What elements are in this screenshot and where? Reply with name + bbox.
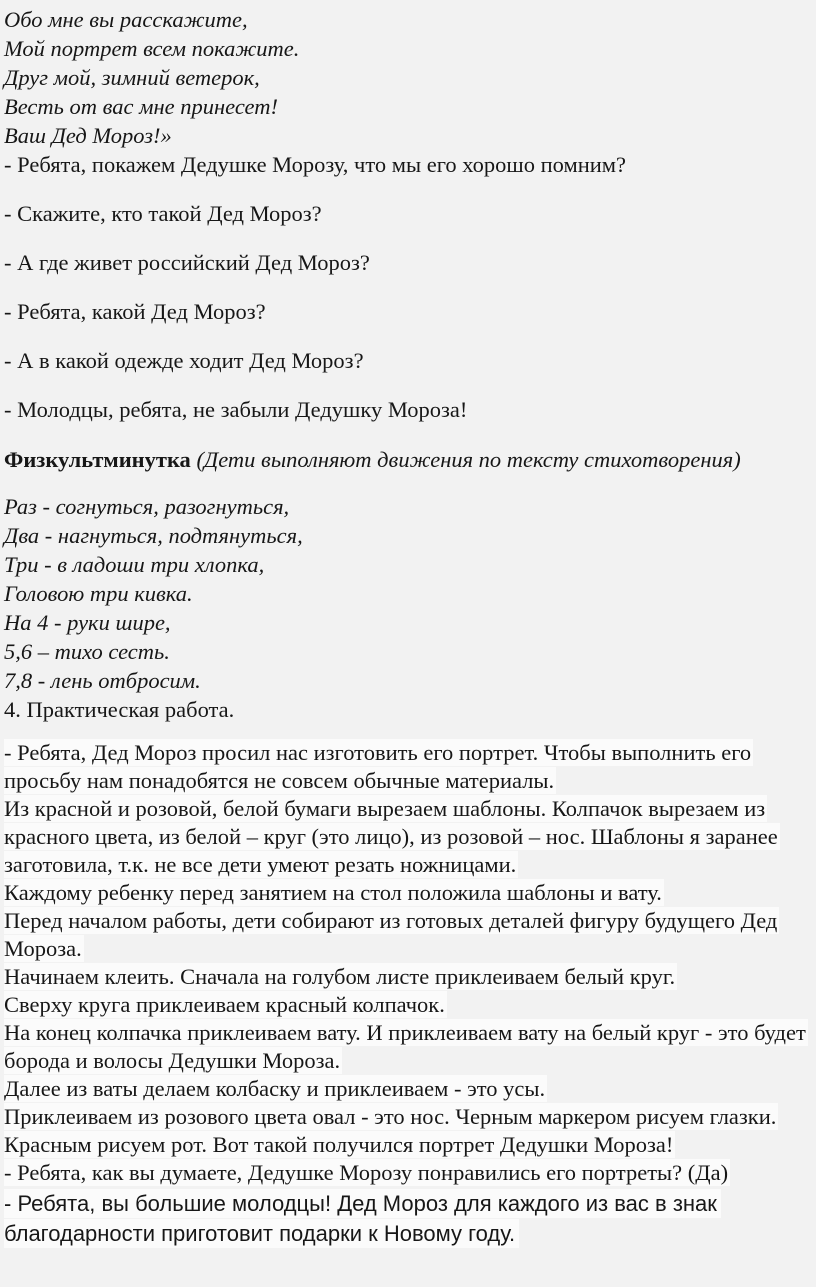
practical-paragraph-text: Перед началом работы, дети собирают из готовых деталей фигуру будущего Дед Мороза. bbox=[4, 908, 778, 961]
practical-paragraph-text: Далее из ваты делаем колбаску и приклеиваем - это усы. bbox=[4, 1076, 546, 1101]
exercise-poem-line: Три - в ладоши три хлопка, bbox=[4, 552, 265, 577]
question-line: - Ребята, какой Дед Мороз? bbox=[4, 299, 266, 324]
practical-work-heading: 4. Практическая работа. bbox=[4, 697, 235, 722]
practical-paragraph-text: Сверху круга приклеиваем красный колпачок. bbox=[4, 992, 445, 1017]
practical-paragraph-text: Каждому ребенку перед занятием на стол положила шаблоны и вату. bbox=[4, 880, 662, 905]
practical-paragraph bbox=[4, 1075, 812, 1103]
practical-paragraph bbox=[4, 1019, 812, 1075]
poem-line: Мой портрет всем покажите. bbox=[4, 36, 300, 61]
physical-minute-title: Физкультминутка bbox=[4, 447, 191, 472]
exercise-poem-line: Головою три кивка. bbox=[4, 581, 193, 606]
question-line: - Скажите, кто такой Дед Мороз? bbox=[4, 201, 322, 226]
poem-line: Обо мне вы расскажите, bbox=[4, 7, 248, 32]
practical-paragraph bbox=[4, 963, 812, 991]
teacher-prompt: - Ребята, покажем Дедушке Морозу, что мы его хорошо помним? bbox=[4, 152, 627, 177]
exercise-poem-line: На 4 - руки шире, bbox=[4, 610, 171, 635]
question-line: - А где живет российский Дед Мороз? bbox=[4, 250, 370, 275]
closing-remark-text: - Ребята, вы большие молодцы! Дед Мороз для каждого из вас в знак благодарности приготовит подарки к Новому году. bbox=[4, 1189, 721, 1248]
practical-paragraph bbox=[4, 1103, 812, 1131]
poem-line: Весть от вас мне принесет! bbox=[4, 94, 278, 119]
closing-remark bbox=[4, 1189, 812, 1249]
poem-line: Друг мой, зимний ветерок, bbox=[4, 65, 260, 90]
exercise-poem-line: Раз - согнуться, разогнуться, bbox=[4, 494, 290, 519]
practical-paragraph-text: Из красной и розовой, белой бумаги вырезаем шаблоны. Колпачок вырезаем из красного цвета, из белой – круг (это лицо), из розовой – нос. Шаблоны я заранее заготовила, т.к. не все дети умеют резать ножницами. bbox=[4, 796, 778, 877]
practical-paragraph bbox=[4, 907, 812, 963]
opening-poem bbox=[4, 5, 812, 150]
practical-work-section bbox=[4, 739, 812, 1187]
exercise-poem bbox=[4, 492, 812, 695]
exercise-poem-line: 7,8 - лень отбросим. bbox=[4, 668, 201, 693]
practical-paragraph bbox=[4, 1131, 812, 1159]
exercise-poem-line: 5,6 – тихо сесть. bbox=[4, 639, 170, 664]
practical-paragraph-text: Красным рисуем рот. Вот такой получился портрет Дедушки Мороза! bbox=[4, 1132, 674, 1157]
practical-paragraph bbox=[4, 795, 812, 879]
practical-paragraph bbox=[4, 879, 812, 907]
practical-paragraph bbox=[4, 739, 812, 795]
physical-minute-heading bbox=[4, 445, 812, 475]
practical-paragraph bbox=[4, 1159, 812, 1187]
practical-paragraph-text: - Ребята, Дед Мороз просил нас изготовить его портрет. Чтобы выполнить его просьбу нам понадобятся не совсем обычные материалы. bbox=[4, 740, 752, 793]
practical-paragraph-text: Приклеиваем из розового цвета овал - это нос. Черным маркером рисуем глазки. bbox=[4, 1104, 777, 1129]
practical-paragraph bbox=[4, 991, 812, 1019]
practical-paragraph-text: - Ребята, как вы думаете, Дедушке Морозу понравились его портреты? (Да) bbox=[4, 1160, 729, 1185]
question-line: - Молодцы, ребята, не забыли Дедушку Мороза! bbox=[4, 397, 468, 422]
exercise-poem-line: Два - нагнуться, подтянуться, bbox=[4, 523, 303, 548]
physical-minute-note: (Дети выполняют движения по тексту стихотворения) bbox=[190, 447, 741, 472]
poem-line: Ваш Дед Мороз!» bbox=[4, 123, 172, 148]
practical-paragraph-text: На конец колпачка приклеиваем вату. И приклеиваем вату на белый круг - это будет борода и волосы Дедушки Мороза. bbox=[4, 1020, 806, 1073]
practical-paragraph-text: Начинаем клеить. Сначала на голубом листе приклеиваем белый круг. bbox=[4, 964, 676, 989]
question-line: - А в какой одежде ходит Дед Мороз? bbox=[4, 348, 364, 373]
